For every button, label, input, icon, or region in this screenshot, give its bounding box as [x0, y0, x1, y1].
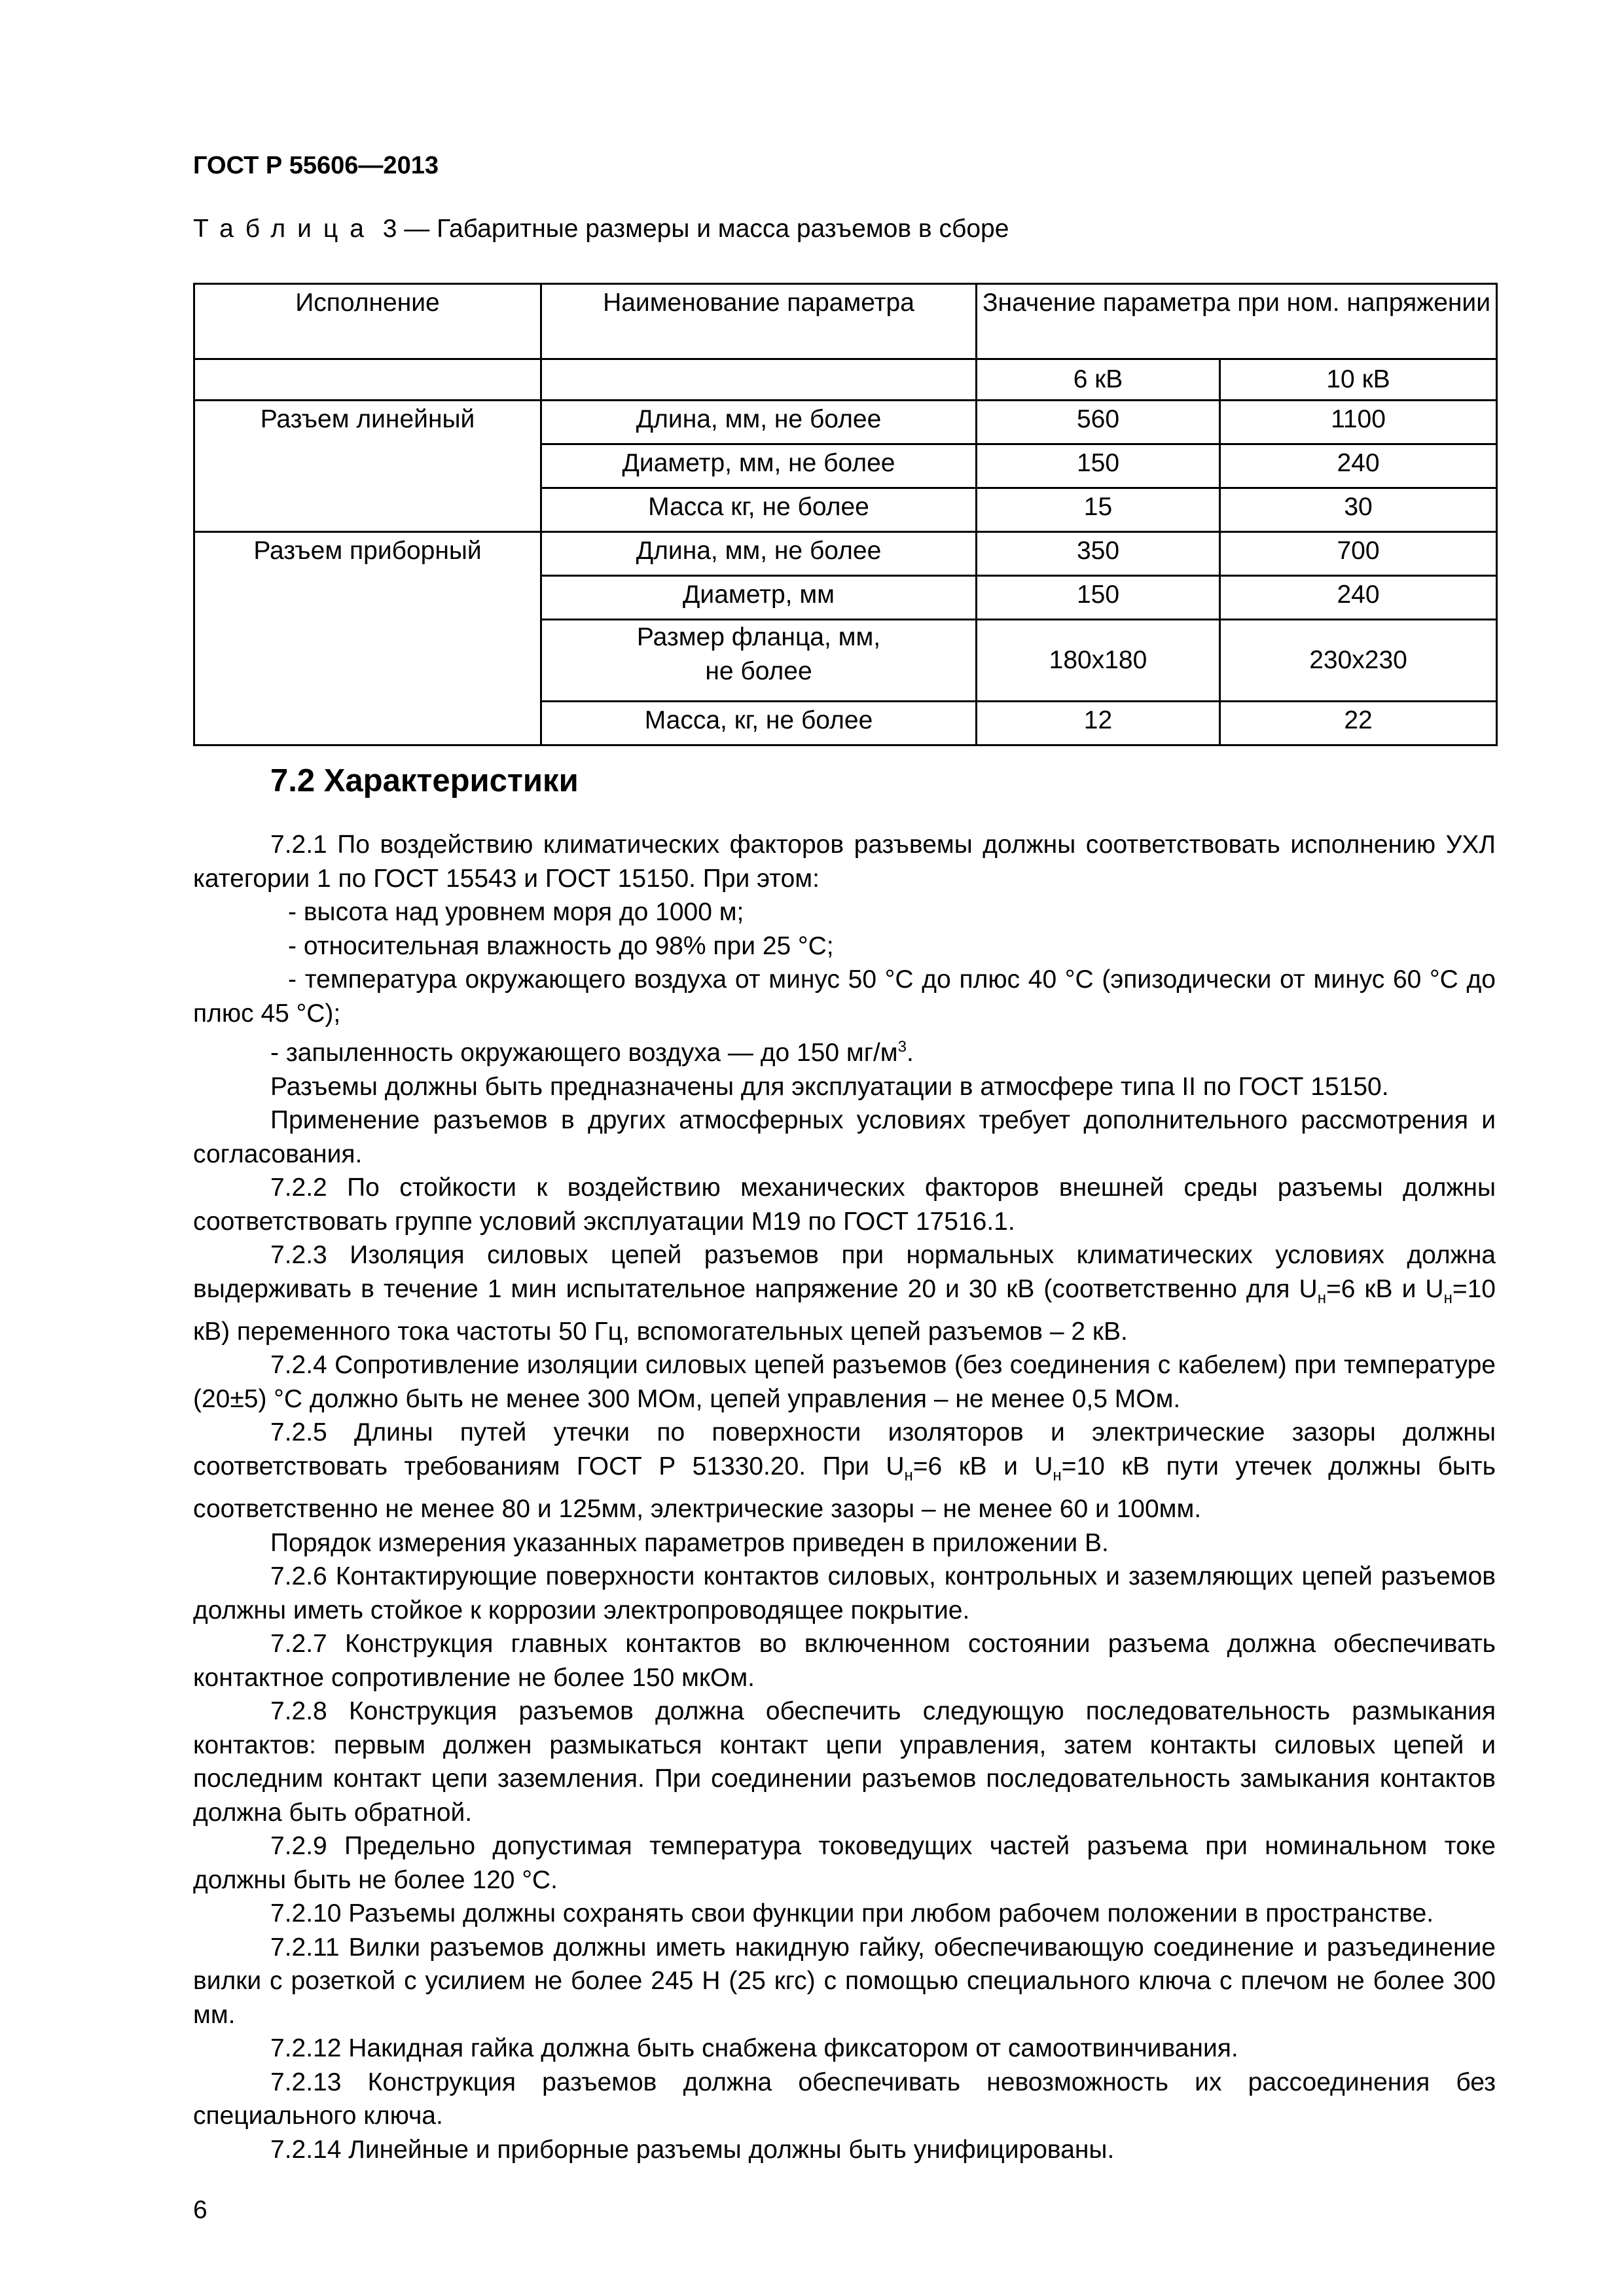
cell-10kv: 230х230: [1220, 620, 1497, 702]
cell-10kv: 22: [1220, 702, 1497, 745]
superscript: 3: [897, 1038, 907, 1056]
cell-10kv: 240: [1220, 444, 1497, 488]
text: =6 кВ и U: [912, 1452, 1053, 1480]
cell-10kv: 30: [1220, 488, 1497, 532]
cell-6kv: 150: [977, 576, 1220, 620]
dimensions-table: [193, 283, 1498, 746]
paragraph: 7.2.8 Конструкция разъемов должна обеспечить следующую последовательность размыкания контактов: первым должен размыкаться контакт цепи управления, затем контакты силовых цепей и последним контакт цепи заземления. При соединении разъемов последовательность замыкания контактов должна быть обратной.: [193, 1697, 1496, 1827]
cell-execution: Разъем приборный: [194, 532, 541, 576]
paragraph: Разъемы должны быть предназначены для эксплуатации в атмосфере типа II по ГОСТ 15150.: [270, 1072, 1389, 1101]
cell-execution: Разъем линейный: [194, 401, 541, 444]
paragraph: Порядок измерения указанных параметров приведен в приложении В.: [270, 1528, 1109, 1557]
cell-10kv: 1100: [1220, 401, 1497, 444]
subscript: н: [1053, 1466, 1062, 1484]
table-caption-text: 3 — Габаритные размеры и масса разъемов в сборе: [382, 215, 1009, 243]
cell-parameter: Масса кг, не более: [541, 488, 977, 532]
text: 7.2.3 Изоляция силовых цепей разъемов при нормальных климатических условиях должна выдерживать в течение 1 мин испытательное напряжение 20 и 30 кВ (соответственно для U: [193, 1241, 1496, 1303]
cell-execution: [194, 488, 541, 532]
document-code: ГОСТ Р 55606—2013: [193, 152, 439, 179]
paragraph: 7.2.10 Разъемы должны сохранять свои функции при любом рабочем положении в пространстве.: [270, 1899, 1434, 1928]
cell-6kv: 150: [977, 444, 1220, 488]
list-item: [193, 1030, 1496, 1070]
paragraph: 7.2.4 Сопротивление изоляции силовых цепей разъемов (без соединения с кабелем) при температуре (20±5) °С должно быть не менее 300 МОм, цепей управления – не менее 0,5 МОм.: [193, 1351, 1496, 1413]
paragraph: 7.2.6 Контактирующие поверхности контактов силовых, контрольных и заземляющих цепей разъемов должны иметь стойкое к коррозии электропроводящее покрытие.: [193, 1562, 1496, 1624]
table-row: [194, 532, 1497, 576]
table-row: [194, 620, 1497, 702]
paragraph: 7.2.13 Конструкция разъемов должна обеспечивать невозможность их рассоединения без специального ключа.: [193, 2068, 1496, 2130]
dust-text: - запыленность окружающего воздуха — до 150 мг/м: [270, 1039, 898, 1067]
paragraph: 7.2.11 Вилки разъемов должны иметь накидную гайку, обеспечивающую соединение и разъединение вилки с розеткой с усилием не более 245 Н (25 кгс) с помощью специального ключа с плечом не более 300 мм.: [193, 1933, 1496, 2029]
table-row: [194, 488, 1497, 532]
table-row: [194, 444, 1497, 488]
header-execution-cont: [194, 359, 541, 401]
paragraph: 7.2.14 Линейные и приборные разъемы должны быть унифицированы.: [270, 2135, 1115, 2164]
cell-6kv: 12: [977, 702, 1220, 745]
paragraph: 7.2.9 Предельно допустимая температура токоведущих частей разъема при номинальном токе должны быть не более 120 °С.: [193, 1832, 1496, 1894]
paragraph: Применение разъемов в других атмосферных условиях требует дополнительного рассмотрения и согласования.: [193, 1106, 1496, 1168]
cell-parameter: Длина, мм, не более: [541, 401, 977, 444]
page-number: 6: [193, 2196, 208, 2224]
subscript: н: [1443, 1289, 1453, 1307]
cell-6kv: 350: [977, 532, 1220, 576]
table-row: [194, 576, 1497, 620]
subscript: н: [1317, 1289, 1326, 1307]
header-6kv: 6 кВ: [977, 359, 1220, 401]
cell-10kv: 700: [1220, 532, 1497, 576]
table-row: [194, 702, 1497, 745]
cell-execution: [194, 444, 541, 488]
text: 7.2.5 Длины путей утечки по поверхности изоляторов и электрические зазоры должны соответствовать требованиям ГОСТ Р 51330.20. При U: [193, 1418, 1496, 1480]
text: =6 кВ и U: [1326, 1274, 1444, 1303]
paragraph: 7.2.12 Накидная гайка должна быть снабжена фиксатором от самоотвинчивания.: [270, 2034, 1238, 2063]
cell-parameter: Масса, кг, не более: [541, 702, 977, 745]
cell-execution: [194, 576, 541, 620]
text: =10 кВ пути утечек должны быть соответственно не менее 80 и 125мм, электрические зазоры – не менее 60 и 100мм.: [193, 1452, 1496, 1524]
table-row: [194, 401, 1497, 444]
list-item: - относительная влажность до 98% при 25 °С;: [288, 931, 834, 960]
paragraph: [193, 1416, 1496, 1526]
header-parameter-cont: [541, 359, 977, 401]
paragraph: 7.2.1 По воздействию климатических факторов разъвемы должны соответствовать исполнению УХЛ категории 1 по ГОСТ 15543 и ГОСТ 15150. При этом:: [193, 831, 1496, 893]
cell-execution: [194, 620, 541, 702]
table-caption: [193, 215, 1009, 243]
section-body: [193, 828, 1496, 2166]
dust-end: .: [906, 1039, 914, 1067]
section-title: 7.2 Характеристики: [270, 763, 579, 798]
list-item: - высота над уровнем моря до 1000 м;: [288, 898, 744, 926]
cell-6kv: 560: [977, 401, 1220, 444]
header-value: Значение параметра при ном. напряжении: [977, 284, 1497, 359]
table-caption-word: Таблица: [193, 215, 376, 243]
cell-parameter: Длина, мм, не более: [541, 532, 977, 576]
cell-parameter: Диаметр, мм: [541, 576, 977, 620]
paragraph: 7.2.2 По стойкости к воздействию механических факторов внешней среды разъемы должны соответствовать группе условий эксплуатации М19 по ГОСТ 17516.1.: [193, 1174, 1496, 1236]
text: =10 кВ) переменного тока частоты 50 Гц, вспомогательных цепей разъемов – 2 кВ.: [193, 1274, 1496, 1346]
paragraph: [193, 1238, 1496, 1348]
cell-6kv: 180х180: [977, 620, 1220, 702]
list-item: - температура окружающего воздуха от минус 50 °С до плюс 40 °С (эпизодически от минус 60 °С до плюс 45 °С);: [193, 965, 1496, 1028]
cell-parameter: Диаметр, мм, не более: [541, 444, 977, 488]
paragraph: 7.2.7 Конструкция главных контактов во включенном состоянии разъема должна обеспечивать контактное сопротивление не более 150 мкОм.: [193, 1630, 1496, 1692]
subscript: н: [904, 1466, 913, 1484]
cell-6kv: 15: [977, 488, 1220, 532]
header-10kv: 10 кВ: [1220, 359, 1497, 401]
cell-parameter: Размер фланца, мм, не более: [541, 620, 977, 702]
header-parameter: Наименование параметра: [541, 284, 977, 359]
cell-execution: [194, 702, 541, 745]
cell-10kv: 240: [1220, 576, 1497, 620]
header-execution: Исполнение: [194, 284, 541, 359]
